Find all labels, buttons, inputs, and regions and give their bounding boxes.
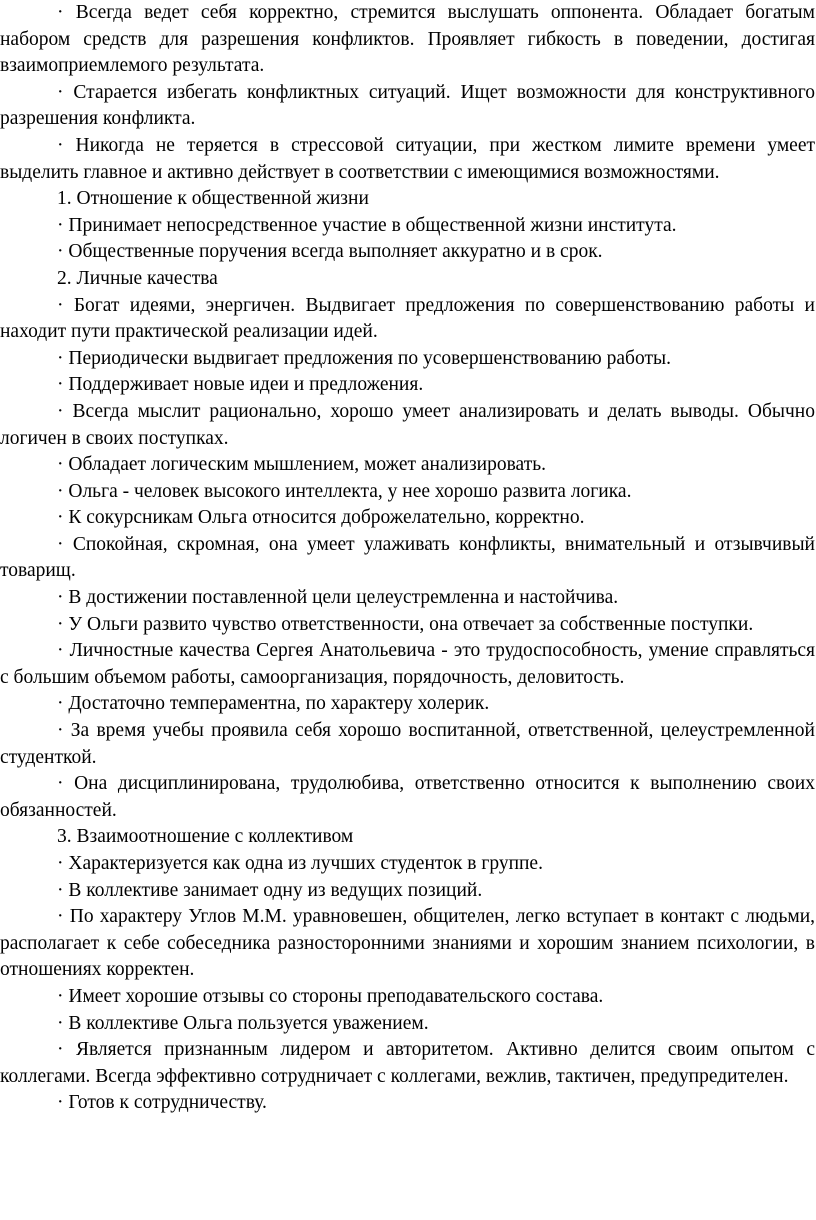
section-heading: 3. Взаимоотношение с коллективом <box>57 826 354 848</box>
section-heading: 1. Отношение к общественной жизни <box>57 188 369 210</box>
paragraph: · Общественные поручения всегда выполняет аккуратно и в срок. <box>57 241 603 263</box>
paragraph: · Всегда мыслит рационально, хорошо умеет анализировать и делать выводы. Обычно логичен в своих поступках. <box>0 400 815 449</box>
paragraph: · Характеризуется как одна из лучших студенток в группе. <box>57 853 543 874</box>
paragraph: · Личностные качества Сергея Анатольевича - это трудоспособность, умение справляться с большим объемом работы, самоорганизация, порядочность, деловитость. <box>0 640 815 688</box>
paragraph: · Богат идеями, энергичен. Выдвигает предложения по совершенствованию работы и находит пути практической реализации идей. <box>0 294 815 343</box>
paragraph: · Имеет хорошие отзывы со стороны преподавательского состава. <box>57 985 604 1007</box>
paragraph: · Ольга - человек высокого интеллекта, у нее хорошо развита логика. <box>57 480 632 502</box>
paragraph: · Обладает логическим мышлением, может анализировать. <box>57 454 546 476</box>
paragraph: · По характеру Углов М.М. уравновешен, общителен, легко вступает в контакт с людьми, располагает к себе собеседника разносторонними знаниями и хорошим знанием психологии, в отношениях корректен. <box>0 906 815 981</box>
paragraph: · Старается избегать конфликтных ситуаций. Ищет возможности для конструктивного разрешения конфликта. <box>0 81 815 130</box>
paragraph: · К сокурсникам Ольга относится доброжелательно, корректно. <box>57 507 585 529</box>
paragraph: · В коллективе Ольга пользуется уважением. <box>57 1012 429 1034</box>
paragraph: · Принимает непосредственное участие в общественной жизни института. <box>57 214 677 236</box>
paragraph: · Является признанным лидером и авторитетом. Активно делится своим опытом с коллегами. Всегда эффективно сотрудничает с коллегами, вежлив, тактичен, предупредителен. <box>0 1039 815 1087</box>
paragraph: · Поддерживает новые идеи и предложения. <box>57 374 424 396</box>
paragraph: · Периодически выдвигает предложения по усовершенствованию работы. <box>57 347 671 369</box>
paragraph: · Всегда ведет себя корректно, стремится выслушать оппонента. Обладает богатым набором средств для разрешения конфликтов. Проявляет гибкость в поведении, достигая взаимоприемлемого результата. <box>0 2 815 77</box>
paragraph: · В коллективе занимает одну из ведущих позиций. <box>57 879 483 901</box>
paragraph: · Достаточно темпераментна, по характеру холерик. <box>57 693 490 715</box>
paragraph: · Готов к сотрудничеству. <box>57 1092 267 1114</box>
paragraph: · Никогда не теряется в стрессовой ситуации, при жестком лимите времени умеет выделить главное и активно действует в соответствии с имеющимися возможностями. <box>0 134 815 183</box>
paragraph: · За время учебы проявила себя хорошо воспитанной, ответственной, целеустремленной студенткой. <box>0 720 815 768</box>
paragraph: · В достижении поставленной цели целеустремленна и настойчива. <box>57 587 619 609</box>
paragraph: · У Ольги развито чувство ответственности, она отвечает за собственные поступки. <box>57 613 754 635</box>
paragraph: · Она дисциплинирована, трудолюбива, ответственно относится к выполнению своих обязанностей. <box>0 773 815 821</box>
section-heading: 2. Личные качества <box>57 267 218 289</box>
paragraph: · Спокойная, скромная, она умеет улаживать конфликты, внимательный и отзывчивый товарищ. <box>0 533 815 582</box>
